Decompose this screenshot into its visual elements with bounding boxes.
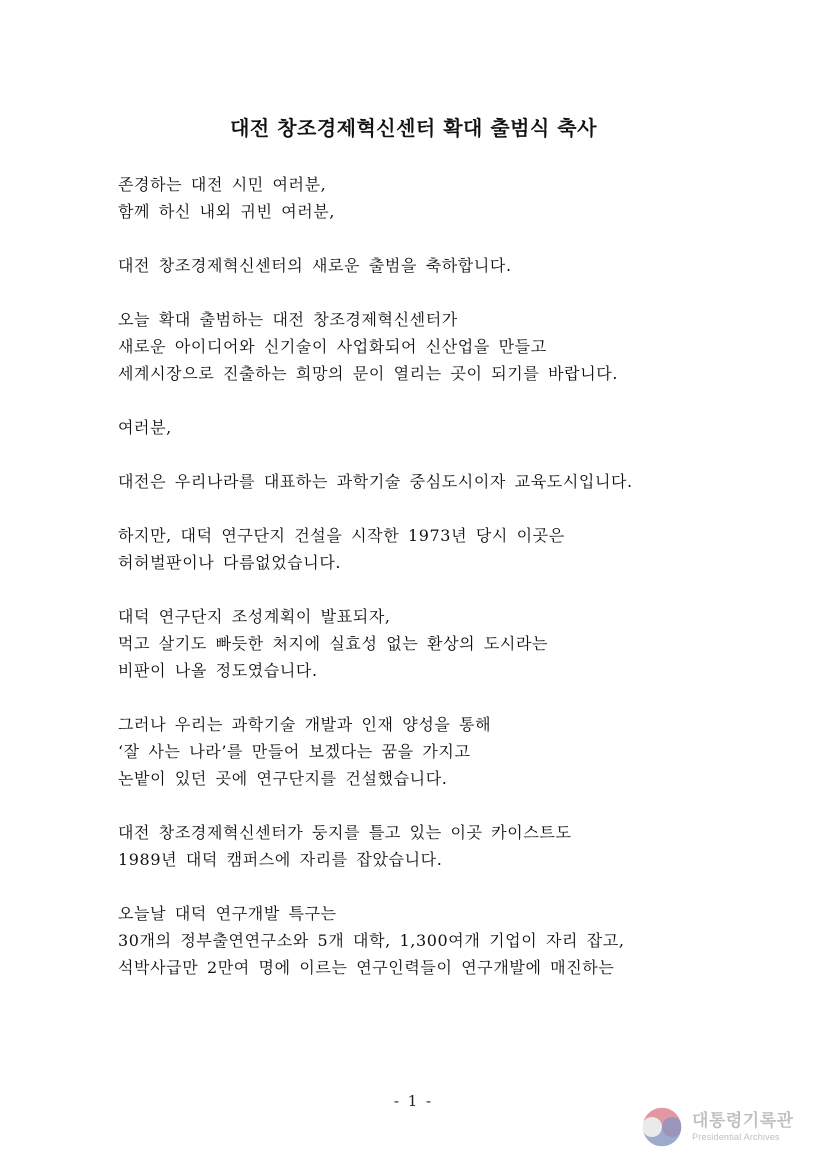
text-line: 오늘날 대덕 연구개발 특구는 bbox=[118, 904, 337, 923]
text-line: 오늘 확대 출범하는 대전 창조경제혁신센터가 bbox=[118, 310, 458, 329]
text-line: 하지만, 대덕 연구단지 건설을 시작한 1973년 당시 이곳은 bbox=[118, 526, 565, 545]
text-line: 논밭이 있던 곳에 연구단지를 건설했습니다. bbox=[118, 769, 448, 788]
text-line: 대덕 연구단지 조성계획이 발표되자, bbox=[118, 607, 391, 626]
text-line: 대전 창조경제혁신센터의 새로운 출범을 축하합니다. bbox=[118, 256, 512, 275]
text-line: 1989년 대덕 캠퍼스에 자리를 잡았습니다. bbox=[118, 850, 443, 869]
text-line: 여러분, bbox=[118, 418, 172, 437]
paragraph-4 bbox=[118, 414, 778, 441]
text-line: ‘잘 사는 나라’를 만들어 보겠다는 꿈을 가지고 bbox=[118, 742, 471, 761]
paragraph-2 bbox=[118, 252, 778, 279]
speech-body bbox=[118, 171, 778, 1008]
text-line: 대전 창조경제혁신센터가 둥지를 틀고 있는 이곳 카이스트도 bbox=[118, 823, 572, 842]
text-line: 새로운 아이디어와 신기술이 사업화되어 신산업을 만들고 bbox=[118, 337, 547, 356]
paragraph-9 bbox=[118, 819, 778, 873]
text-line: 허허벌판이나 다름없었습니다. bbox=[118, 553, 342, 572]
watermark-name-ko: 대통령기록관 bbox=[692, 1111, 794, 1131]
text-line: 함께 하신 내외 귀빈 여러분, bbox=[118, 202, 336, 221]
watermark-text bbox=[692, 1111, 794, 1143]
taegeuk-logo-icon bbox=[640, 1105, 684, 1149]
paragraph-8 bbox=[118, 711, 778, 792]
paragraph-5 bbox=[118, 468, 778, 495]
presidential-archives-watermark bbox=[640, 1102, 815, 1152]
text-line: 먹고 살기도 빠듯한 처지에 실효성 없는 환상의 도시라는 bbox=[118, 634, 549, 653]
text-line: 30개의 정부출연연구소와 5개 대학, 1,300여개 기업이 자리 잡고, bbox=[118, 931, 625, 950]
paragraph-1 bbox=[118, 171, 778, 225]
text-line: 비판이 나올 정도였습니다. bbox=[118, 661, 318, 680]
page-number: - 1 - bbox=[393, 1092, 434, 1110]
text-line: 대전은 우리나라를 대표하는 과학기술 중심도시이자 교육도시입니다. bbox=[118, 472, 633, 491]
paragraph-10 bbox=[118, 900, 778, 981]
paragraph-7 bbox=[118, 603, 778, 684]
document-title: 대전 창조경제혁신센터 확대 출범식 축사 bbox=[230, 116, 597, 140]
paragraph-6 bbox=[118, 522, 778, 576]
text-line: 석박사급만 2만여 명에 이르는 연구인력들이 연구개발에 매진하는 bbox=[118, 958, 615, 977]
text-line: 존경하는 대전 시민 여러분, bbox=[118, 175, 327, 194]
paragraph-3 bbox=[118, 306, 778, 387]
text-line: 그러나 우리는 과학기술 개발과 인재 양성을 통해 bbox=[118, 715, 492, 734]
watermark-name-en: Presidential Archives bbox=[692, 1132, 780, 1142]
text-line: 세계시장으로 진출하는 희망의 문이 열리는 곳이 되기를 바랍니다. bbox=[118, 364, 618, 383]
